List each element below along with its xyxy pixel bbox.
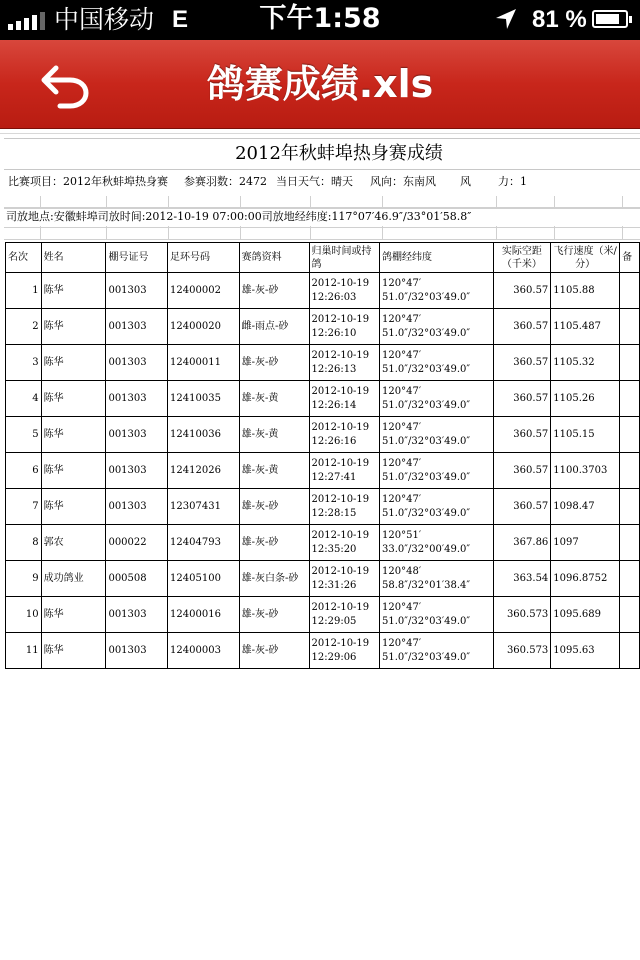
cell-distance: 360.57 <box>493 345 551 381</box>
col-arrival: 归巢时间或持鸽 <box>309 243 380 273</box>
file-title: 鸽赛成绩.xls <box>206 62 434 106</box>
cell-rank: 2 <box>6 309 42 345</box>
cell-coords: 120°47′ 51.0″/32°03′49.0″ <box>380 273 494 309</box>
cell-name: 陈华 <box>41 597 106 633</box>
cell-loft-id: 001303 <box>106 453 168 489</box>
cell-rank: 9 <box>6 561 42 597</box>
col-coords: 鸽棚经纬度 <box>380 243 494 273</box>
cell-bird: 雄-灰-砂 <box>239 633 309 669</box>
cell-remark <box>620 381 640 417</box>
cell-ring: 12412026 <box>168 453 240 489</box>
carrier-name: 中国移动 <box>54 5 155 34</box>
cell-ring: 12400020 <box>168 309 240 345</box>
cell-coords: 120°47′ 51.0″/32°03′49.0″ <box>380 453 494 489</box>
table-row <box>6 381 640 417</box>
wind-direction: 风向：东南风 <box>370 175 436 188</box>
col-distance: 实际空距（千米） <box>493 243 551 273</box>
cell-name: 陈华 <box>41 453 106 489</box>
cell-rank: 1 <box>6 273 42 309</box>
cell-remark <box>620 309 640 345</box>
cell-arrival: 2012-10-19 12:28:15 <box>309 489 380 525</box>
cell-coords: 120°47′ 51.0″/32°03′49.0″ <box>380 345 494 381</box>
cell-rank: 7 <box>6 489 42 525</box>
cell-loft-id: 001303 <box>106 381 168 417</box>
cell-distance: 360.57 <box>493 309 551 345</box>
cell-distance: 360.57 <box>493 417 551 453</box>
cell-rank: 5 <box>6 417 42 453</box>
cell-loft-id: 001303 <box>106 417 168 453</box>
cell-remark <box>620 597 640 633</box>
cell-rank: 3 <box>6 345 42 381</box>
table-row <box>6 273 640 309</box>
col-remark: 备 <box>620 243 640 273</box>
cell-loft-id: 001303 <box>106 633 168 669</box>
empty-grid-row <box>4 226 640 240</box>
cell-coords: 120°47′ 51.0″/32°03′49.0″ <box>380 597 494 633</box>
status-time: 下午1:58 <box>259 3 381 34</box>
cell-loft-id: 001303 <box>106 597 168 633</box>
cell-speed: 1096.8752 <box>551 561 620 597</box>
cell-distance: 360.573 <box>493 633 551 669</box>
cell-loft-id: 000508 <box>106 561 168 597</box>
cell-remark <box>620 525 640 561</box>
cell-loft-id: 001303 <box>106 345 168 381</box>
table-row <box>6 489 640 525</box>
cell-speed: 1098.47 <box>551 489 620 525</box>
cell-loft-id: 001303 <box>106 489 168 525</box>
table-row <box>6 561 640 597</box>
cell-bird: 雄-灰-砂 <box>239 489 309 525</box>
table-row <box>6 525 640 561</box>
battery-icon <box>592 10 628 28</box>
battery-percent: 81 % <box>532 6 587 33</box>
sheet-title-row <box>4 138 640 170</box>
cell-speed: 1105.32 <box>551 345 620 381</box>
cell-arrival: 2012-10-19 12:29:06 <box>309 633 380 669</box>
cell-speed: 1105.88 <box>551 273 620 309</box>
cell-remark <box>620 561 640 597</box>
cell-rank: 11 <box>6 633 42 669</box>
cell-name: 陈华 <box>41 345 106 381</box>
cell-bird: 雄-灰-黄 <box>239 417 309 453</box>
table-row <box>6 597 640 633</box>
weather: 当日天气：晴天 <box>276 175 353 188</box>
cell-remark <box>620 453 640 489</box>
cell-loft-id: 001303 <box>106 309 168 345</box>
cell-coords: 120°51′ 33.0″/32°00′49.0″ <box>380 525 494 561</box>
cell-name: 成功鸽业 <box>41 561 106 597</box>
cell-remark <box>620 345 640 381</box>
col-bird: 赛鸽资料 <box>239 243 309 273</box>
cell-bird: 雌-雨点-砂 <box>239 309 309 345</box>
sheet-title: 2012年秋蚌埠热身赛成绩 <box>235 143 443 164</box>
cell-bird: 雄-灰-黄 <box>239 381 309 417</box>
cell-coords: 120°47′ 51.0″/32°03′49.0″ <box>380 381 494 417</box>
wind-label: 风 <box>460 175 471 188</box>
cell-distance: 360.57 <box>493 381 551 417</box>
cell-rank: 10 <box>6 597 42 633</box>
wind-force: 力：1 <box>498 175 527 188</box>
table-row <box>6 345 640 381</box>
cell-speed: 1105.15 <box>551 417 620 453</box>
cell-name: 郭农 <box>41 525 106 561</box>
spreadsheet-view[interactable] <box>0 129 640 960</box>
cell-remark <box>620 489 640 525</box>
cell-name: 陈华 <box>41 309 106 345</box>
cell-loft-id: 000022 <box>106 525 168 561</box>
cell-bird: 雄-灰-砂 <box>239 597 309 633</box>
cell-speed: 1105.26 <box>551 381 620 417</box>
cell-speed: 1100.3703 <box>551 453 620 489</box>
cell-loft-id: 001303 <box>106 273 168 309</box>
cell-name: 陈华 <box>41 381 106 417</box>
cell-ring: 12400011 <box>168 345 240 381</box>
cell-rank: 4 <box>6 381 42 417</box>
cell-distance: 363.54 <box>493 561 551 597</box>
col-ring: 足环号码 <box>168 243 240 273</box>
location-arrow-icon <box>495 8 517 30</box>
cell-arrival: 2012-10-19 12:26:16 <box>309 417 380 453</box>
cell-distance: 367.86 <box>493 525 551 561</box>
cell-speed: 1105.487 <box>551 309 620 345</box>
table-row <box>6 309 640 345</box>
cell-distance: 360.573 <box>493 597 551 633</box>
col-rank: 名次 <box>6 243 42 273</box>
cell-remark <box>620 417 640 453</box>
empty-grid-row <box>4 196 640 208</box>
cell-bird: 雄-灰白条-砂 <box>239 561 309 597</box>
cell-bird: 雄-灰-砂 <box>239 273 309 309</box>
cell-ring: 12400016 <box>168 597 240 633</box>
navigation-bar <box>0 40 640 129</box>
cell-arrival: 2012-10-19 12:26:13 <box>309 345 380 381</box>
col-name: 姓名 <box>41 243 106 273</box>
cell-bird: 雄-灰-砂 <box>239 525 309 561</box>
cell-ring: 12404793 <box>168 525 240 561</box>
col-speed: 飞行速度（米/分） <box>551 243 620 273</box>
cell-bird: 雄-灰-黄 <box>239 453 309 489</box>
network-type: E <box>172 6 189 33</box>
cell-ring: 12410036 <box>168 417 240 453</box>
cell-arrival: 2012-10-19 12:26:14 <box>309 381 380 417</box>
cell-arrival: 2012-10-19 12:29:05 <box>309 597 380 633</box>
col-loft-id: 棚号证号 <box>106 243 168 273</box>
cell-speed: 1097 <box>551 525 620 561</box>
status-bar <box>0 0 640 40</box>
cell-name: 陈华 <box>41 633 106 669</box>
cell-coords: 120°47′ 51.0″/32°03′49.0″ <box>380 489 494 525</box>
table-row <box>6 417 640 453</box>
battery-level <box>596 14 619 24</box>
event-name: 比赛项目：2012年秋蚌埠热身赛 <box>8 175 168 188</box>
cell-name: 陈华 <box>41 417 106 453</box>
cell-rank: 6 <box>6 453 42 489</box>
entries-count: 参赛羽数：2472 <box>184 175 267 188</box>
release-info: 司放地点:安徽蚌埠司放时间:2012-10-19 07:00:00司放地经纬度:117°07′46.9″/33°01′58.8″ <box>6 210 472 223</box>
cell-remark <box>620 273 640 309</box>
grid-line <box>0 133 640 136</box>
cell-arrival: 2012-10-19 12:26:10 <box>309 309 380 345</box>
table-row <box>6 453 640 489</box>
cell-arrival: 2012-10-19 12:35:20 <box>309 525 380 561</box>
cell-coords: 120°47′ 51.0″/32°03′49.0″ <box>380 417 494 453</box>
cell-ring: 12400002 <box>168 273 240 309</box>
cell-remark <box>620 633 640 669</box>
cell-name: 陈华 <box>41 273 106 309</box>
cell-distance: 360.57 <box>493 453 551 489</box>
cell-coords: 120°47′ 51.0″/32°03′49.0″ <box>380 633 494 669</box>
cell-coords: 120°47′ 51.0″/32°03′49.0″ <box>380 309 494 345</box>
cell-distance: 360.57 <box>493 489 551 525</box>
cell-arrival: 2012-10-19 12:26:03 <box>309 273 380 309</box>
cell-arrival: 2012-10-19 12:27:41 <box>309 453 380 489</box>
cell-speed: 1095.63 <box>551 633 620 669</box>
cell-bird: 雄-灰-砂 <box>239 345 309 381</box>
cell-rank: 8 <box>6 525 42 561</box>
cell-ring: 12405100 <box>168 561 240 597</box>
cell-name: 陈华 <box>41 489 106 525</box>
cell-arrival: 2012-10-19 12:31:26 <box>309 561 380 597</box>
cell-ring: 12410035 <box>168 381 240 417</box>
cell-ring: 12400003 <box>168 633 240 669</box>
event-info-row <box>8 168 640 196</box>
cell-distance: 360.57 <box>493 273 551 309</box>
cell-speed: 1095.689 <box>551 597 620 633</box>
cell-coords: 120°48′ 58.8″/32°01′38.4″ <box>380 561 494 597</box>
table-row <box>6 633 640 669</box>
cell-ring: 12307431 <box>168 489 240 525</box>
table-header-row <box>6 243 640 273</box>
results-table <box>5 242 640 669</box>
